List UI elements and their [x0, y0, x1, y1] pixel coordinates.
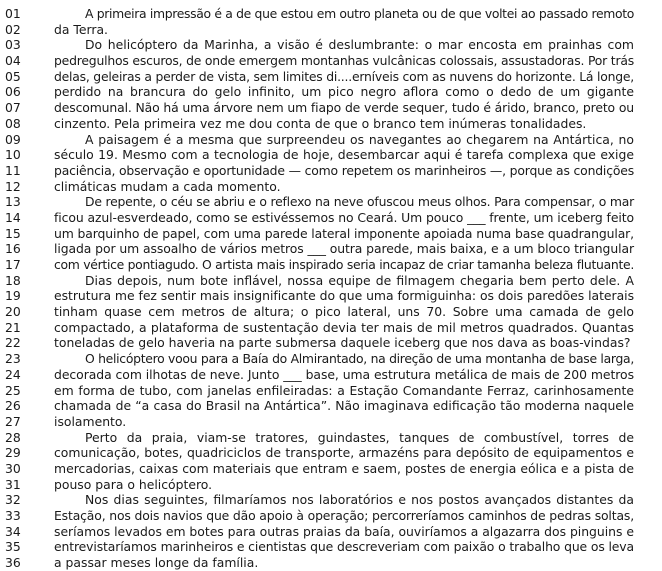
line-text: da Terra. — [54, 21, 108, 37]
line-text: estrutura me fez sentir mais insignificante do que uma formiguinha: os dois paredões laterais — [54, 288, 634, 304]
document-line — [0, 492, 662, 508]
document-line — [0, 367, 662, 383]
line-text: comunicação, botes, quadriciclos de transporte, armazéns para depósito de equipamentos e — [54, 445, 634, 461]
document-line — [0, 69, 662, 85]
line-number: 18 — [5, 272, 21, 288]
document-line — [0, 241, 662, 257]
line-number: 33 — [5, 508, 21, 523]
line-text: Estação, nos dois navios que dão apoio à operação; percorreríamos caminhos de pedras soltas, — [54, 508, 634, 523]
document-line — [0, 22, 662, 38]
line-number: 28 — [5, 429, 21, 445]
line-number: 31 — [5, 476, 21, 492]
line-number: 32 — [5, 492, 21, 508]
line-text: decorada com ilhotas de neve. Junto ___ base, uma estrutura metálica de mais de 200 metros — [54, 366, 634, 382]
document-line — [0, 430, 662, 446]
document-line — [0, 116, 662, 132]
line-number: 12 — [5, 178, 21, 194]
line-text: Perto da praia, viam-se tratores, guindastes, tanques de combustível, torres de — [85, 429, 634, 445]
document-line — [0, 132, 662, 148]
line-text: De repente, o céu se abriu e o reflexo na neve ofuscou meus olhos. Para compensar, o mar — [85, 194, 634, 210]
line-text: ficou azul-esverdeado, como se estivéssemos no Ceará. Um pouco ___ frente, um iceberg feito — [54, 209, 634, 225]
document-line — [0, 351, 662, 367]
line-number: 03 — [5, 37, 21, 53]
line-text: perdido na brancura do gelo infinito, um pico negro aflora como o dedo de um gigante — [54, 84, 634, 100]
document-line — [0, 320, 662, 336]
line-text: toneladas de gelo haveria na parte submersa daquele iceberg que nos dava as boas-vindas? — [54, 335, 631, 351]
line-text: A paisagem é a mesma que surpreendeu os navegantes ao chegarem na Antártica, no — [85, 131, 634, 147]
line-number: 25 — [5, 382, 21, 398]
line-number: 13 — [5, 194, 21, 210]
line-text: climáticas mudam a cada momento. — [54, 178, 281, 194]
document-line — [0, 163, 662, 179]
line-number: 27 — [5, 413, 21, 429]
line-number: 26 — [5, 398, 21, 414]
line-text: século 19. Mesmo com a tecnologia de hoje, desembarcar aqui é tarefa complexa que exige — [54, 147, 634, 163]
document-line — [0, 414, 662, 430]
document-line — [0, 53, 662, 69]
line-text: descomunal. Não há uma árvore nem um fiapo de verde sequer, tudo é árido, branco, preto ou — [54, 100, 635, 116]
document-line — [0, 257, 662, 273]
document-line — [0, 539, 662, 555]
line-number: 30 — [5, 460, 21, 476]
document-line — [0, 273, 662, 289]
document-line — [0, 210, 662, 226]
line-text: Do helicóptero da Marinha, a visão é deslumbrante: o mar encosta em prainhas com — [85, 37, 634, 53]
line-text: cinzento. Pela primeira vez me dou conta de que o branco tem inúmeras tonalidades. — [54, 115, 587, 131]
document-line — [0, 37, 662, 53]
line-number: 20 — [5, 304, 21, 320]
document-line — [0, 508, 662, 524]
line-number: 11 — [5, 162, 21, 178]
document-line — [0, 477, 662, 493]
line-text: chamada de “a casa do Brasil na Antártica”. Não imaginava edificação tão moderna naquele — [54, 398, 634, 414]
document-line — [0, 335, 662, 351]
line-number: 35 — [5, 539, 21, 555]
line-number: 36 — [5, 555, 21, 571]
line-number: 15 — [5, 225, 21, 241]
line-text: Nos dias seguintes, filmaríamos nos laboratórios e nos postos avançados distantes da — [85, 492, 634, 508]
line-number: 06 — [5, 84, 21, 100]
line-number: 10 — [5, 147, 21, 163]
line-number: 09 — [5, 131, 21, 147]
line-number: 07 — [5, 100, 21, 116]
line-text: a passar meses longe da família. — [54, 555, 259, 571]
line-text: ligada por um assoalho de vários metros ___ outra parede, mais baixa, e a um bloco triangular — [54, 241, 635, 257]
line-number: 22 — [5, 335, 21, 351]
document-line — [0, 383, 662, 399]
line-number: 14 — [5, 209, 21, 225]
document-text — [0, 6, 662, 571]
line-number: 23 — [5, 351, 21, 367]
line-number: 16 — [5, 241, 21, 257]
document-line — [0, 147, 662, 163]
line-number: 34 — [5, 523, 21, 539]
line-text: pedregulhos escuros, de onde emergem montanhas vulcânicas colossais, assustadoras. Por trás — [54, 53, 634, 69]
document-line — [0, 179, 662, 195]
document-line — [0, 84, 662, 100]
document-line — [0, 6, 662, 22]
line-number: 08 — [5, 115, 21, 131]
document-line — [0, 398, 662, 414]
document-line — [0, 100, 662, 116]
line-text: mercadorias, caixas com materiais que entram e saem, postes de energia eólica e a pista de — [54, 460, 634, 476]
line-text: isolamento. — [54, 413, 127, 429]
line-number: 01 — [5, 6, 21, 21]
line-text: compactado, a plataforma de sustentação devia ter mais de mil metros quadrados. Quantas — [54, 319, 634, 335]
line-text: Dias depois, num bote inflável, nossa equipe de filmagem chegaria bem perto dele. A — [85, 272, 634, 288]
document-line — [0, 288, 662, 304]
line-text: tinham quase cem metros de altura; o pico lateral, uns 70. Sobre uma camada de gelo — [54, 304, 634, 320]
line-text: paciência, observação e oportunidade — como repetem os marinheiros —, porque as condições — [54, 162, 634, 178]
line-number: 24 — [5, 366, 21, 382]
document-line — [0, 524, 662, 540]
line-number: 19 — [5, 288, 21, 304]
line-text: um barquinho de papel, com uma parede lateral imponente apoiada numa base quadrangular, — [54, 225, 634, 241]
document-line — [0, 555, 662, 571]
line-text: delas, geleiras a perder de vista, sem limites di....erníveis com as nuvens do horizonte. Lá longe, — [54, 68, 634, 84]
line-text: entrevistaríamos marinheiros e cientistas que descreveriam com paixão o trabalho que os leva — [54, 539, 634, 555]
line-text: seríamos levados em botes para outras praias da baía, ouviríamos a algazarra dos pinguins e — [54, 523, 634, 539]
line-number: 29 — [5, 445, 21, 461]
document-line — [0, 461, 662, 477]
document-line — [0, 226, 662, 242]
document-line — [0, 194, 662, 210]
line-number: 02 — [5, 21, 21, 37]
line-text: pouso para o helicóptero. — [54, 476, 213, 492]
line-text: com vértice pontiagudo. O artista mais inspirado seria incapaz de criar tamanha beleza flutuante. — [54, 257, 634, 272]
line-number: 04 — [5, 53, 21, 69]
line-text: A primeira impressão é a de que estou em outro planeta ou de que voltei ao passado remoto — [85, 6, 634, 21]
document-line — [0, 445, 662, 461]
line-text: O helicóptero voou para a Baía do Almirantado, na direção de uma montanha de base larga, — [85, 351, 634, 367]
line-text: em forma de tubo, com janelas enfileiradas: a Estação Comandante Ferraz, carinhosamente — [54, 382, 634, 398]
line-number: 17 — [5, 257, 21, 272]
document-line — [0, 304, 662, 320]
line-number: 05 — [5, 68, 21, 84]
line-number: 21 — [5, 319, 21, 335]
